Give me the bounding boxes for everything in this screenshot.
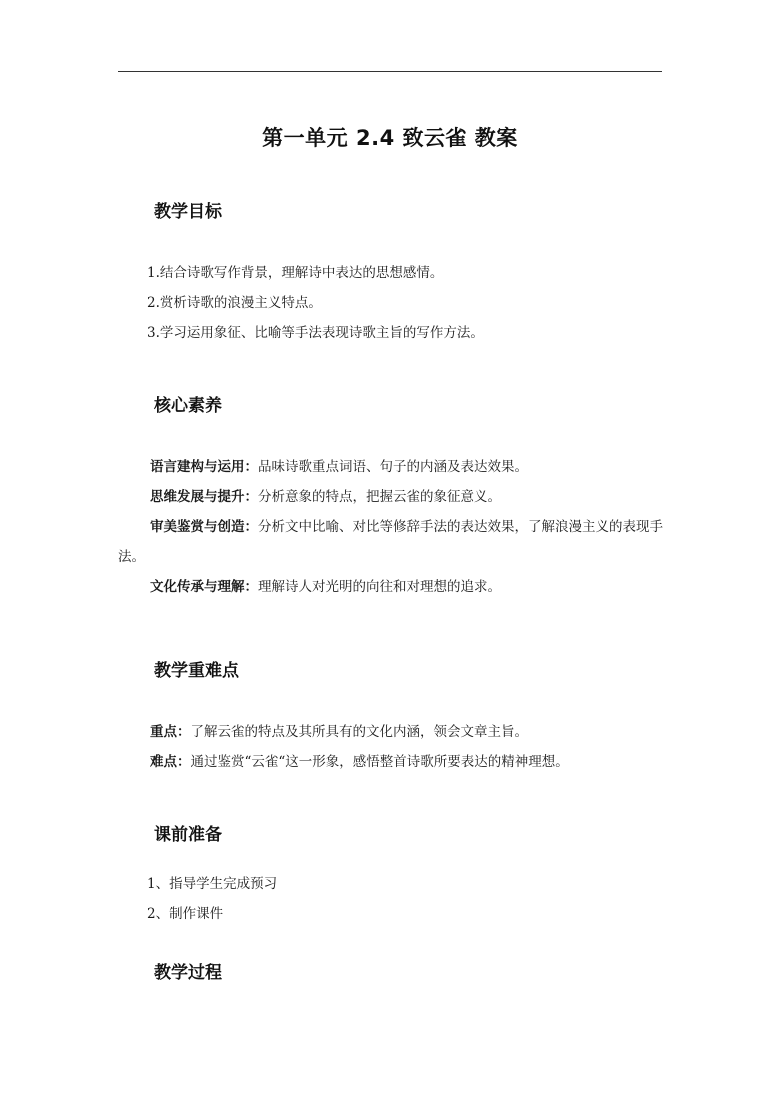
section-heading-preparation: 课前准备 <box>154 825 222 845</box>
preparation-item: 1、指导学生完成预习 <box>147 876 278 892</box>
literacy-text: 品味诗歌重点词语、句子的内涵及表达效果。 <box>258 459 528 475</box>
section-heading-key-points: 教学重难点 <box>154 661 239 681</box>
literacy-label: 审美鉴赏与创造： <box>150 519 258 535</box>
page-title: 第一单元 2.4 致云雀 教案 <box>262 126 518 150</box>
objective-item: 2.赏析诗歌的浪漫主义特点。 <box>147 295 322 311</box>
objective-item: 3.学习运用象征、比喻等手法表现诗歌主旨的写作方法。 <box>147 325 484 341</box>
section-heading-literacy: 核心素养 <box>154 396 222 416</box>
literacy-item <box>118 572 664 602</box>
key-point-item <box>118 747 664 777</box>
key-point-text: 了解云雀的特点及其所具有的文化内涵，领会文章主旨。 <box>190 724 528 740</box>
objective-item: 1.结合诗歌写作背景，理解诗中表达的思想感情。 <box>147 265 444 281</box>
literacy-label: 思维发展与提升： <box>150 489 258 505</box>
literacy-item <box>118 452 664 482</box>
key-point-item <box>118 717 664 747</box>
literacy-item <box>118 512 664 572</box>
preparation-item: 2、制作课件 <box>147 906 224 922</box>
literacy-text: 分析意象的特点，把握云雀的象征意义。 <box>258 489 501 505</box>
key-point-label: 难点： <box>150 754 191 770</box>
literacy-label: 文化传承与理解： <box>150 579 258 595</box>
header-rule <box>118 71 662 72</box>
literacy-text: 理解诗人对光明的向往和对理想的追求。 <box>258 579 501 595</box>
key-point-label: 重点： <box>150 724 191 740</box>
literacy-label: 语言建构与运用： <box>150 459 258 475</box>
key-point-text: 通过鉴赏“云雀“这一形象，感悟整首诗歌所要表达的精神理想。 <box>190 754 569 770</box>
literacy-item <box>118 482 664 512</box>
literacy-text: 分析文中比喻、对比等修辞手法的表达效果，了解浪漫主义的表现手法。 <box>118 519 663 565</box>
section-heading-process: 教学过程 <box>154 963 222 983</box>
section-heading-objectives: 教学目标 <box>154 202 222 222</box>
